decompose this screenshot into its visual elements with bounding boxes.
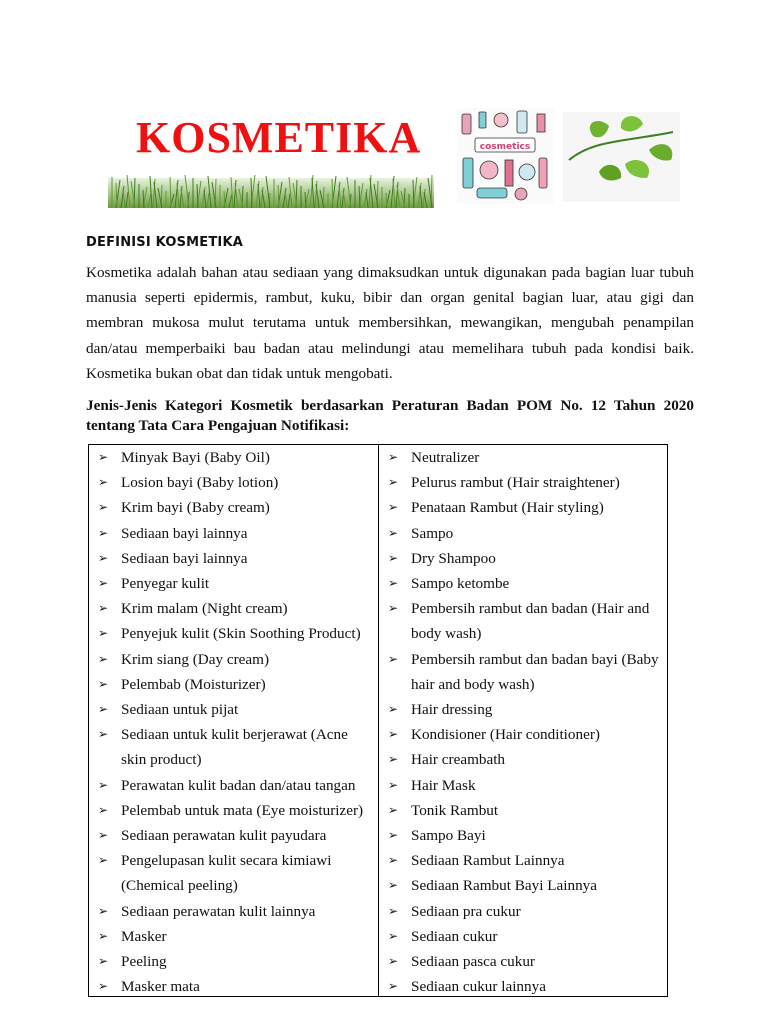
list-item-label: Sampo ketombe (411, 575, 510, 593)
list-item (379, 899, 667, 924)
arrowhead-bullet-icon: ➢ (388, 802, 399, 817)
list-item-label: Sediaan pra cukur (411, 902, 521, 920)
page-title: KOSMETIKA (136, 113, 422, 162)
definition-paragraph: Kosmetika adalah bahan atau sediaan yang dimaksudkan untuk digunakan pada bagian luar tubuh manusia seperti epidermis, rambut, kuku, bibir dan organ genital bagian luar, atau gigi dan membran mukosa mulut terutama untuk membersihkan, mewangikan, mengubah penampilan dan/atau memperbaiki bau badan atau melindungi atau memelihara tubuh pada kondisi baik. Kosmetika bukan obat dan tidak untuk mengobati. (86, 264, 694, 382)
arrowhead-bullet-icon: ➢ (98, 450, 109, 464)
list-item-label: Krim malam (Night cream) (121, 600, 288, 618)
list-item (379, 798, 667, 823)
arrowhead-bullet-icon: ➢ (98, 802, 109, 817)
list-item-label: Sediaan Rambut Lainnya (411, 852, 565, 870)
left-column (89, 445, 379, 996)
categories-subtitle: Jenis-Jenis Kategori Kosmetik berdasarkan Peraturan Badan POM No. 12 Tahun 2020 tentang Tata Cara Pengajuan Notifikasi: (86, 397, 694, 434)
list-item (89, 974, 378, 999)
arrowhead-bullet-icon: ➢ (98, 525, 109, 540)
arrowhead-bullet-icon: ➢ (98, 954, 109, 969)
list-item-label: Dry Shampoo (411, 549, 496, 567)
arrowhead-bullet-icon: ➢ (388, 979, 399, 994)
list-item-label: Sediaan bayi lainnya (121, 549, 248, 567)
list-item-label: Sediaan perawatan kulit lainnya (121, 902, 316, 920)
list-item (379, 445, 667, 470)
arrowhead-bullet-icon: ➢ (98, 601, 109, 616)
arrowhead-bullet-icon: ➢ (98, 550, 109, 565)
list-item-label: Pengelupasan kulit secara kimiawi (Chemical peeling) (121, 852, 332, 895)
list-item (379, 521, 667, 546)
list-item (89, 495, 378, 520)
arrowhead-bullet-icon: ➢ (98, 777, 109, 792)
green-leaves-image (563, 112, 680, 202)
list-item-label: Pembersih rambut dan badan (Hair and body wash) (411, 600, 650, 643)
list-item (89, 445, 378, 470)
list-item-label: Tonik Rambut (411, 801, 499, 819)
list-item-label: Hair creambath (411, 751, 506, 769)
title-banner (108, 108, 434, 208)
arrowhead-bullet-icon: ➢ (98, 727, 109, 742)
list-item (379, 546, 667, 571)
list-item-label: Sampo (411, 524, 454, 542)
list-item (379, 571, 667, 596)
list-item (89, 823, 378, 848)
list-item (89, 470, 378, 495)
list-item (379, 823, 667, 848)
list-item-label: Pelembab untuk mata (Eye moisturizer) (121, 801, 364, 819)
arrowhead-bullet-icon: ➢ (388, 651, 399, 666)
arrowhead-bullet-icon: ➢ (98, 626, 109, 641)
arrowhead-bullet-icon: ➢ (98, 676, 109, 691)
list-item (379, 747, 667, 772)
arrowhead-bullet-icon: ➢ (98, 702, 109, 717)
list-item (89, 773, 378, 798)
list-item (89, 949, 378, 974)
list-item (89, 546, 378, 571)
list-item-label: Pembersih rambut dan badan bayi (Baby hair and body wash) (411, 650, 659, 693)
list-item-label: Krim bayi (Baby cream) (121, 499, 270, 517)
arrowhead-bullet-icon: ➢ (388, 954, 399, 969)
arrowhead-bullet-icon: ➢ (388, 828, 399, 843)
list-item (89, 848, 378, 898)
list-item (379, 974, 667, 999)
grass-image (108, 170, 434, 208)
list-item (89, 571, 378, 596)
list-item (379, 848, 667, 873)
list-item (379, 495, 667, 520)
list-item-label: Penataan Rambut (Hair styling) (411, 499, 604, 517)
list-item-label: Penyegar kulit (121, 575, 210, 593)
list-item (379, 873, 667, 898)
arrowhead-bullet-icon: ➢ (388, 878, 399, 893)
list-item-label: Pelembab (Moisturizer) (121, 675, 266, 693)
arrowhead-bullet-icon: ➢ (388, 702, 399, 717)
list-item-label: Masker (121, 927, 167, 945)
list-item-label: Peeling (121, 953, 167, 971)
arrowhead-bullet-icon: ➢ (98, 651, 109, 666)
list-item-label: Hair Mask (411, 776, 476, 794)
right-list (379, 445, 667, 999)
list-item-label: Pelurus rambut (Hair straightener) (411, 474, 620, 492)
right-column (379, 445, 667, 996)
arrowhead-bullet-icon: ➢ (388, 475, 399, 490)
arrowhead-bullet-icon: ➢ (98, 475, 109, 490)
arrowhead-bullet-icon: ➢ (388, 601, 399, 616)
list-item (89, 647, 378, 672)
list-item-label: Perawatan kulit badan dan/atau tangan (121, 776, 356, 794)
arrowhead-bullet-icon: ➢ (98, 828, 109, 843)
arrowhead-bullet-icon: ➢ (98, 500, 109, 515)
arrowhead-bullet-icon: ➢ (98, 979, 109, 994)
list-item-label: Sediaan perawatan kulit payudara (121, 827, 327, 845)
list-item (379, 596, 667, 646)
list-item (379, 949, 667, 974)
section-heading: DEFINISI KOSMETIKA (86, 235, 243, 250)
list-item-label: Neutralizer (411, 449, 480, 466)
arrowhead-bullet-icon: ➢ (388, 853, 399, 868)
list-item (379, 697, 667, 722)
list-item (379, 773, 667, 798)
list-item-label: Krim siang (Day cream) (121, 650, 270, 668)
list-item (89, 924, 378, 949)
list-item (89, 899, 378, 924)
list-item (89, 697, 378, 722)
list-item-label: Masker mata (121, 978, 200, 996)
arrowhead-bullet-icon: ➢ (98, 853, 109, 868)
arrowhead-bullet-icon: ➢ (388, 727, 399, 742)
list-item-label: Sediaan pasca cukur (411, 953, 535, 971)
arrowhead-bullet-icon: ➢ (98, 903, 109, 918)
list-item (89, 798, 378, 823)
svg-text:cosmetics: cosmetics (479, 142, 531, 152)
list-item (89, 596, 378, 621)
list-item-label: Sediaan cukur lainnya (411, 978, 546, 996)
list-item (89, 722, 378, 772)
list-item-label: Losion bayi (Baby lotion) (121, 474, 279, 492)
cosmetics-illustration (457, 108, 554, 204)
list-item-label: Sediaan untuk pijat (121, 701, 239, 719)
arrowhead-bullet-icon: ➢ (388, 576, 399, 591)
list-item (379, 647, 667, 697)
left-list (89, 445, 378, 999)
list-item (89, 672, 378, 697)
arrowhead-bullet-icon: ➢ (388, 550, 399, 565)
arrowhead-bullet-icon: ➢ (388, 752, 399, 767)
list-item-label: Sediaan cukur (411, 927, 498, 945)
arrowhead-bullet-icon: ➢ (388, 903, 399, 918)
list-item (89, 621, 378, 646)
arrowhead-bullet-icon: ➢ (98, 928, 109, 943)
list-item-label: Penyejuk kulit (Skin Soothing Product) (121, 625, 361, 643)
list-item-label: Sediaan Rambut Bayi Lainnya (411, 877, 598, 895)
arrowhead-bullet-icon: ➢ (98, 576, 109, 591)
list-item (379, 470, 667, 495)
arrowhead-bullet-icon: ➢ (388, 525, 399, 540)
arrowhead-bullet-icon: ➢ (388, 450, 399, 464)
list-item-label: Kondisioner (Hair conditioner) (411, 726, 600, 744)
arrowhead-bullet-icon: ➢ (388, 777, 399, 792)
list-item-label: Minyak Bayi (Baby Oil) (121, 449, 270, 466)
list-item (379, 722, 667, 747)
list-item (379, 924, 667, 949)
list-item-label: Sediaan untuk kulit berjerawat (Acne skin product) (121, 726, 348, 769)
list-item-label: Sediaan bayi lainnya (121, 524, 248, 542)
categories-table (88, 444, 668, 997)
list-item-label: Hair dressing (411, 701, 493, 719)
arrowhead-bullet-icon: ➢ (388, 928, 399, 943)
list-item (89, 521, 378, 546)
arrowhead-bullet-icon: ➢ (388, 500, 399, 515)
list-item-label: Sampo Bayi (411, 827, 486, 845)
